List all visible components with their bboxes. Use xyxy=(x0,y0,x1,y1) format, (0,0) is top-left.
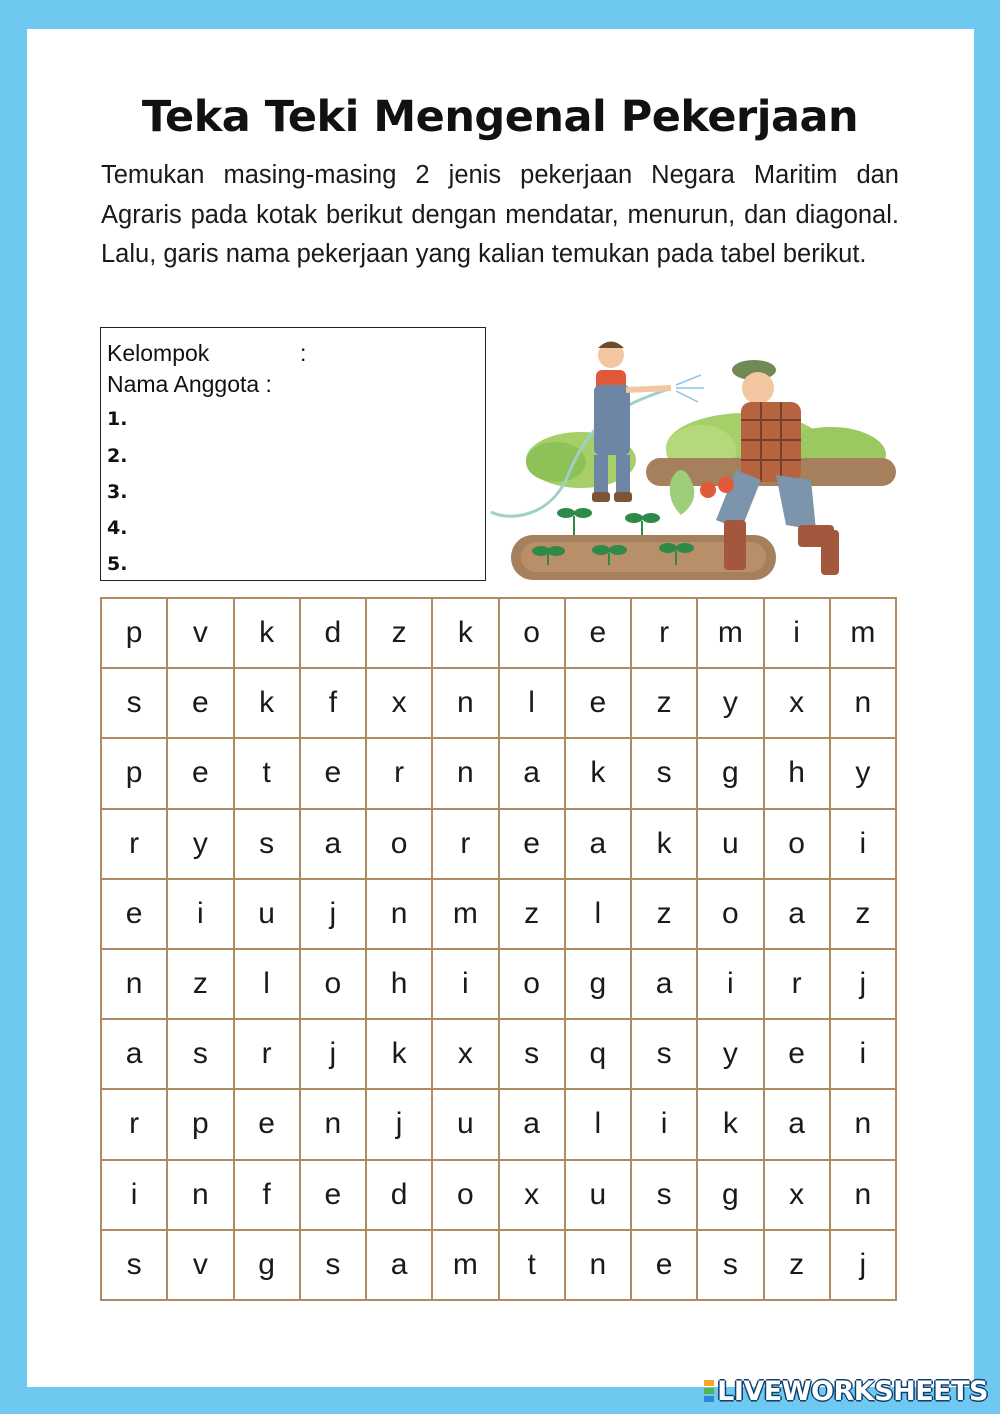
grid-cell[interactable]: u xyxy=(432,1089,498,1159)
grid-cell[interactable]: a xyxy=(300,809,366,879)
grid-cell[interactable]: a xyxy=(499,738,565,808)
grid-cell[interactable]: s xyxy=(167,1019,233,1089)
grid-cell[interactable]: l xyxy=(565,879,631,949)
grid-cell[interactable]: o xyxy=(499,949,565,1019)
liveworksheets-logo-icon xyxy=(704,1379,714,1403)
grid-cell[interactable]: v xyxy=(167,598,233,668)
liveworksheets-logo xyxy=(704,1376,988,1406)
grid-cell[interactable]: j xyxy=(830,1230,896,1300)
grid-cell[interactable]: l xyxy=(499,668,565,738)
grid-cell[interactable]: n xyxy=(830,1160,896,1230)
grid-cell[interactable]: e xyxy=(300,1160,366,1230)
grid-cell[interactable]: a xyxy=(565,809,631,879)
grid-cell[interactable]: x xyxy=(499,1160,565,1230)
grid-cell[interactable]: e xyxy=(565,598,631,668)
grid-cell[interactable]: n xyxy=(366,879,432,949)
grid-cell[interactable]: z xyxy=(499,879,565,949)
grid-cell[interactable]: n xyxy=(167,1160,233,1230)
grid-cell[interactable]: s xyxy=(631,738,697,808)
grid-row xyxy=(101,949,896,1019)
grid-cell[interactable]: p xyxy=(101,738,167,808)
grid-cell[interactable]: g xyxy=(697,738,763,808)
kelompok-colon: : xyxy=(300,340,307,366)
grid-row xyxy=(101,598,896,668)
grid-cell[interactable]: s xyxy=(300,1230,366,1300)
grid-cell[interactable]: e xyxy=(565,668,631,738)
kelompok-label: Kelompok xyxy=(107,340,210,366)
grid-row xyxy=(101,809,896,879)
page-title: Teka Teki Mengenal Pekerjaan xyxy=(141,92,859,142)
grid-cell[interactable]: o xyxy=(499,598,565,668)
grid-cell[interactable]: a xyxy=(631,949,697,1019)
grid-cell[interactable]: o xyxy=(697,879,763,949)
grid-cell[interactable]: r xyxy=(432,809,498,879)
grid-cell[interactable]: p xyxy=(101,598,167,668)
grid-cell[interactable]: u xyxy=(565,1160,631,1230)
kelompok-row xyxy=(107,340,307,367)
grid-cell[interactable]: e xyxy=(234,1089,300,1159)
grid-cell[interactable]: n xyxy=(830,668,896,738)
grid-cell[interactable]: a xyxy=(764,1089,830,1159)
grid-cell[interactable]: t xyxy=(499,1230,565,1300)
grid-cell[interactable]: z xyxy=(631,668,697,738)
grid-cell[interactable]: r xyxy=(631,598,697,668)
grid-cell[interactable]: s xyxy=(631,1160,697,1230)
grid-cell[interactable]: s xyxy=(697,1230,763,1300)
grid-cell[interactable]: a xyxy=(366,1230,432,1300)
grid-cell[interactable]: u xyxy=(234,879,300,949)
grid-cell[interactable]: e xyxy=(764,1019,830,1089)
grid-cell[interactable]: k xyxy=(366,1019,432,1089)
grid-row xyxy=(101,1089,896,1159)
grid-row xyxy=(101,1019,896,1089)
grid-cell[interactable]: o xyxy=(764,809,830,879)
farmers-illustration-icon xyxy=(486,330,906,585)
grid-cell[interactable]: d xyxy=(366,1160,432,1230)
grid-cell[interactable]: e xyxy=(101,879,167,949)
grid-cell[interactable]: o xyxy=(366,809,432,879)
grid-cell[interactable]: j xyxy=(830,949,896,1019)
grid-cell[interactable]: k xyxy=(234,598,300,668)
grid-cell[interactable]: m xyxy=(697,598,763,668)
grid-cell[interactable]: s xyxy=(631,1019,697,1089)
member-number-3: 3. xyxy=(107,481,128,503)
grid-cell[interactable]: s xyxy=(101,668,167,738)
grid-cell[interactable]: i xyxy=(697,949,763,1019)
grid-cell[interactable]: s xyxy=(234,809,300,879)
grid-cell[interactable]: n xyxy=(565,1230,631,1300)
grid-cell[interactable]: q xyxy=(565,1019,631,1089)
grid-cell[interactable]: g xyxy=(234,1230,300,1300)
grid-cell[interactable]: m xyxy=(830,598,896,668)
grid-cell[interactable]: i xyxy=(631,1089,697,1159)
grid-cell[interactable]: e xyxy=(631,1230,697,1300)
grid-cell[interactable]: j xyxy=(300,1019,366,1089)
grid-cell[interactable]: z xyxy=(830,879,896,949)
grid-cell[interactable]: y xyxy=(697,668,763,738)
grid-cell[interactable]: v xyxy=(167,1230,233,1300)
grid-cell[interactable]: f xyxy=(300,668,366,738)
grid-cell[interactable]: m xyxy=(432,879,498,949)
grid-cell[interactable]: i xyxy=(764,598,830,668)
grid-cell[interactable]: n xyxy=(300,1089,366,1159)
grid-cell[interactable]: r xyxy=(366,738,432,808)
grid-cell[interactable]: z xyxy=(167,949,233,1019)
grid-cell[interactable]: y xyxy=(697,1019,763,1089)
grid-cell[interactable]: h xyxy=(764,738,830,808)
member-number-2: 2. xyxy=(107,445,128,467)
grid-cell[interactable]: n xyxy=(830,1089,896,1159)
grid-cell[interactable]: l xyxy=(565,1089,631,1159)
grid-cell[interactable]: y xyxy=(830,738,896,808)
grid-cell[interactable]: r xyxy=(101,1089,167,1159)
brand-text: LIVEWORKSHEETS xyxy=(717,1375,988,1407)
grid-cell[interactable]: r xyxy=(101,809,167,879)
grid-cell[interactable]: i xyxy=(167,879,233,949)
grid-cell[interactable]: s xyxy=(101,1230,167,1300)
member-number-4: 4. xyxy=(107,517,128,539)
grid-cell[interactable]: h xyxy=(366,949,432,1019)
grid-cell[interactable]: k xyxy=(234,668,300,738)
grid-cell[interactable]: g xyxy=(697,1160,763,1230)
grid-cell[interactable]: e xyxy=(167,668,233,738)
grid-cell[interactable]: l xyxy=(234,949,300,1019)
grid-cell[interactable]: k xyxy=(432,598,498,668)
grid-cell[interactable]: x xyxy=(764,668,830,738)
grid-cell[interactable]: o xyxy=(432,1160,498,1230)
grid-cell[interactable]: k xyxy=(697,1089,763,1159)
grid-cell[interactable]: r xyxy=(234,1019,300,1089)
grid-cell[interactable]: n xyxy=(101,949,167,1019)
grid-cell[interactable]: i xyxy=(830,809,896,879)
member-number-5: 5. xyxy=(107,553,128,575)
grid-cell[interactable]: g xyxy=(565,949,631,1019)
grid-cell[interactable]: m xyxy=(432,1230,498,1300)
grid-cell[interactable]: i xyxy=(830,1019,896,1089)
grid-cell[interactable]: z xyxy=(764,1230,830,1300)
word-search-grid xyxy=(100,597,897,1301)
grid-row xyxy=(101,1160,896,1230)
grid-cell[interactable]: n xyxy=(432,668,498,738)
grid-cell[interactable]: i xyxy=(101,1160,167,1230)
grid-cell[interactable]: y xyxy=(167,809,233,879)
instructions-text: Temukan masing-masing 2 jenis pekerjaan Negara Maritim dan Agraris pada kotak berikut dengan mendatar, menurun, dan diagonal. Lalu, garis nama pekerjaan yang kalian temukan pada tabel berikut. xyxy=(101,161,899,268)
grid-cell[interactable]: u xyxy=(697,809,763,879)
grid-row xyxy=(101,879,896,949)
grid-cell[interactable]: j xyxy=(300,879,366,949)
grid-row xyxy=(101,738,896,808)
member-number-1: 1. xyxy=(107,408,128,430)
grid-row xyxy=(101,668,896,738)
nama-anggota-label: Nama Anggota : xyxy=(107,371,272,397)
grid-cell[interactable]: e xyxy=(499,809,565,879)
grid-cell[interactable]: a xyxy=(101,1019,167,1089)
grid-cell[interactable]: i xyxy=(432,949,498,1019)
grid-cell[interactable]: e xyxy=(300,738,366,808)
grid-cell[interactable]: o xyxy=(300,949,366,1019)
grid-cell[interactable]: k xyxy=(631,809,697,879)
grid-cell[interactable]: a xyxy=(499,1089,565,1159)
grid-cell[interactable]: a xyxy=(764,879,830,949)
grid-cell[interactable]: x xyxy=(764,1160,830,1230)
grid-cell[interactable]: d xyxy=(300,598,366,668)
grid-cell[interactable]: x xyxy=(432,1019,498,1089)
group-info-box xyxy=(100,327,486,581)
grid-cell[interactable]: s xyxy=(499,1019,565,1089)
grid-cell[interactable]: z xyxy=(366,598,432,668)
grid-cell[interactable]: p xyxy=(167,1089,233,1159)
grid-cell[interactable]: t xyxy=(234,738,300,808)
grid-cell[interactable]: r xyxy=(764,949,830,1019)
grid-cell[interactable]: k xyxy=(565,738,631,808)
grid-cell[interactable]: j xyxy=(366,1089,432,1159)
grid-cell[interactable]: e xyxy=(167,738,233,808)
grid-row xyxy=(101,1230,896,1300)
grid-cell[interactable]: x xyxy=(366,668,432,738)
grid-cell[interactable]: n xyxy=(432,738,498,808)
grid-cell[interactable]: z xyxy=(631,879,697,949)
grid-cell[interactable]: f xyxy=(234,1160,300,1230)
